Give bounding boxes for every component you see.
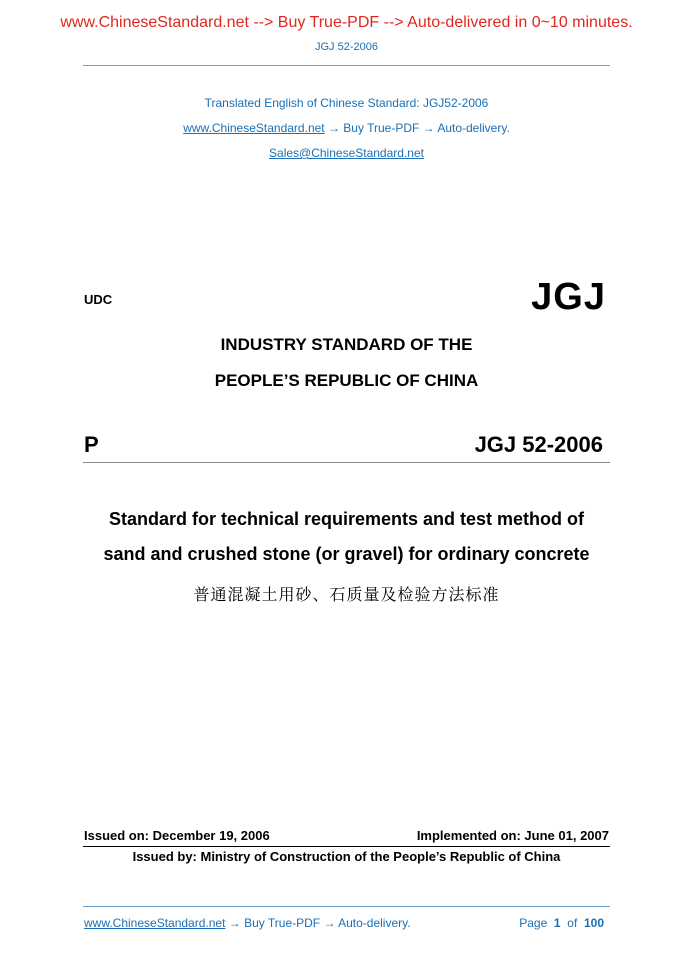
page-number: 1	[553, 916, 561, 930]
promo-banner[interactable]: www.ChineseStandard.net --> Buy True-PDF --> Auto-delivered in 0~10 minutes.	[60, 14, 633, 31]
header-doc-number: JGJ 52-2006	[315, 41, 378, 53]
title-chinese: 普通混凝土用砂、石质量及检验方法标准	[193, 585, 500, 604]
translation-buy-line	[0, 121, 693, 135]
issued-on-date: Issued on: December 19, 2006	[84, 828, 270, 843]
header-divider	[83, 65, 610, 66]
issued-by: Issued by: Ministry of Construction of the People’s Republic of China	[132, 849, 561, 864]
website-link[interactable]: www.ChineseStandard.net	[183, 121, 325, 135]
jgj-mark: JGJ	[531, 276, 606, 318]
sales-email-link[interactable]: Sales@ChineseStandard.net	[269, 146, 424, 160]
email-line	[0, 146, 693, 160]
page-label: Page	[519, 916, 548, 930]
udc-label: UDC	[84, 292, 113, 307]
footer-website-link[interactable]: www.ChineseStandard.net	[84, 916, 226, 930]
industry-standard-line1: INDUSTRY STANDARD OF THE	[220, 335, 473, 354]
code-divider	[83, 462, 610, 463]
footer-divider	[83, 906, 610, 907]
footer-buy-line	[84, 916, 411, 930]
page-total: 100	[583, 916, 604, 930]
standard-code: JGJ 52-2006	[474, 432, 603, 457]
footer-buy-text: → Buy True-PDF → Auto-delivery.	[225, 916, 411, 930]
title-english-line1: Standard for technical requirements and test method of	[108, 509, 585, 529]
issue-divider	[83, 846, 610, 847]
translation-notice: Translated English of Chinese Standard: JGJ52-2006	[204, 96, 489, 110]
industry-standard-line2: PEOPLE’S REPUBLIC OF CHINA	[214, 371, 479, 390]
category-letter: P	[84, 432, 99, 457]
title-english-line2: sand and crushed stone (or gravel) for ordinary concrete	[103, 544, 590, 564]
of-label: of	[567, 916, 578, 930]
buy-text: → Buy True-PDF → Auto-delivery.	[324, 121, 510, 135]
page-indicator	[519, 916, 604, 930]
implemented-on-date: Implemented on: June 01, 2007	[416, 828, 609, 843]
